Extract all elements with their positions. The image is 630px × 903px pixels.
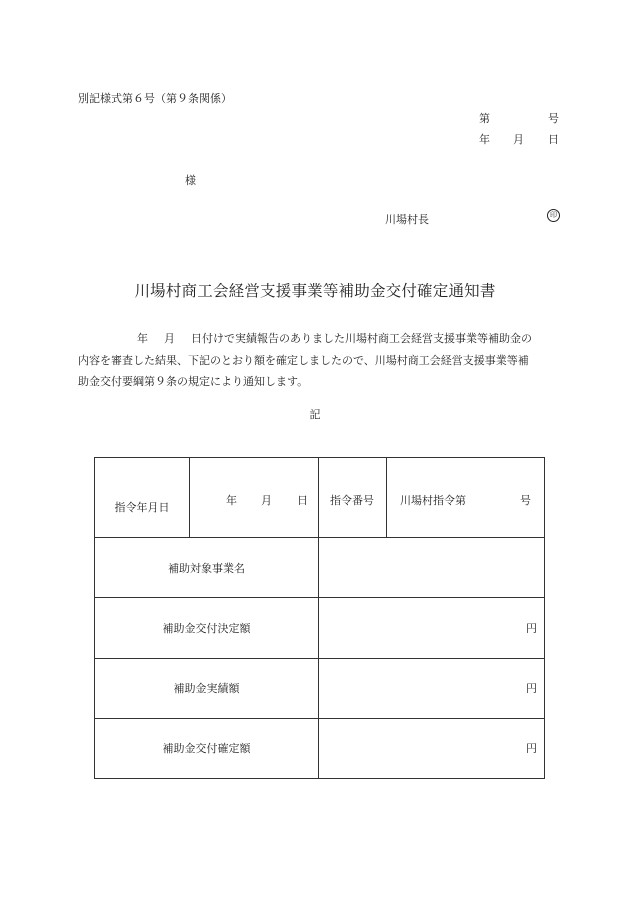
table-row xyxy=(95,538,545,598)
directive-number-label-cell xyxy=(319,458,387,538)
body-year-label: 年 xyxy=(137,332,148,345)
directive-day-label: 日 xyxy=(297,494,308,507)
row-label-cell xyxy=(95,598,319,658)
form-label: 別記様式第６号（第９条関係） xyxy=(78,92,232,105)
row-label-cell xyxy=(95,658,319,718)
row-label-cell xyxy=(95,538,319,598)
row-label: 補助金実績額 xyxy=(173,682,240,696)
table-row-directive xyxy=(95,458,545,538)
body-line-2: 内容を審査した結果、下記のとおり額を確定しましたので、川場村商工会経営支援事業等補 xyxy=(78,353,529,367)
seal-icon: 印 xyxy=(547,209,560,222)
row-unit: 円 xyxy=(526,682,537,696)
body-line-1-text: 日付けで実績報告のありました川場村商工会経営支援事業等補助金の xyxy=(191,332,532,345)
row-value-cell xyxy=(319,538,545,598)
directive-date-value-cell xyxy=(190,458,319,538)
body-paragraph xyxy=(78,328,562,393)
row-value-cell xyxy=(319,658,545,718)
document-number-suffix: 号 xyxy=(548,112,559,125)
document-title: 川場村商工会経営支援事業等補助金交付確定通知書 xyxy=(134,282,496,300)
date-year-label: 年 xyxy=(479,133,490,146)
body-month-label: 月 xyxy=(164,332,175,345)
sender-name: 川場村長 xyxy=(385,213,429,226)
table-row xyxy=(95,658,545,718)
directive-number-label: 指令番号 xyxy=(330,494,374,507)
body-line-3: 助金交付要綱第９条の規定により通知します。 xyxy=(78,375,309,388)
body-line-1 xyxy=(78,328,562,350)
ki-marker: 記 xyxy=(309,408,321,421)
directive-date-label: 指令年月日 xyxy=(114,500,170,514)
directive-year-label: 年 xyxy=(226,494,237,507)
row-label: 補助対象事業名 xyxy=(168,561,245,575)
directive-number-value-cell xyxy=(387,458,545,538)
row-label: 補助金交付決定額 xyxy=(162,622,251,636)
directive-month-label: 月 xyxy=(261,494,272,507)
date-month-label: 月 xyxy=(513,133,524,146)
row-label: 補助金交付確定額 xyxy=(162,742,251,756)
document-number-prefix: 第 xyxy=(479,112,490,125)
row-unit: 円 xyxy=(526,622,537,636)
table-row xyxy=(95,598,545,658)
directive-number-prefix: 川場村指令第 xyxy=(400,494,466,507)
row-label-cell xyxy=(95,718,319,778)
date-day-label: 日 xyxy=(548,133,559,146)
row-value-cell xyxy=(319,598,545,658)
table-row xyxy=(95,718,545,778)
addressee-suffix: 様 xyxy=(185,174,196,187)
row-unit: 円 xyxy=(526,742,537,756)
row-value-cell xyxy=(319,718,545,778)
details-table xyxy=(94,457,545,779)
directive-date-label-cell xyxy=(95,458,190,538)
directive-number-suffix: 号 xyxy=(520,494,531,507)
